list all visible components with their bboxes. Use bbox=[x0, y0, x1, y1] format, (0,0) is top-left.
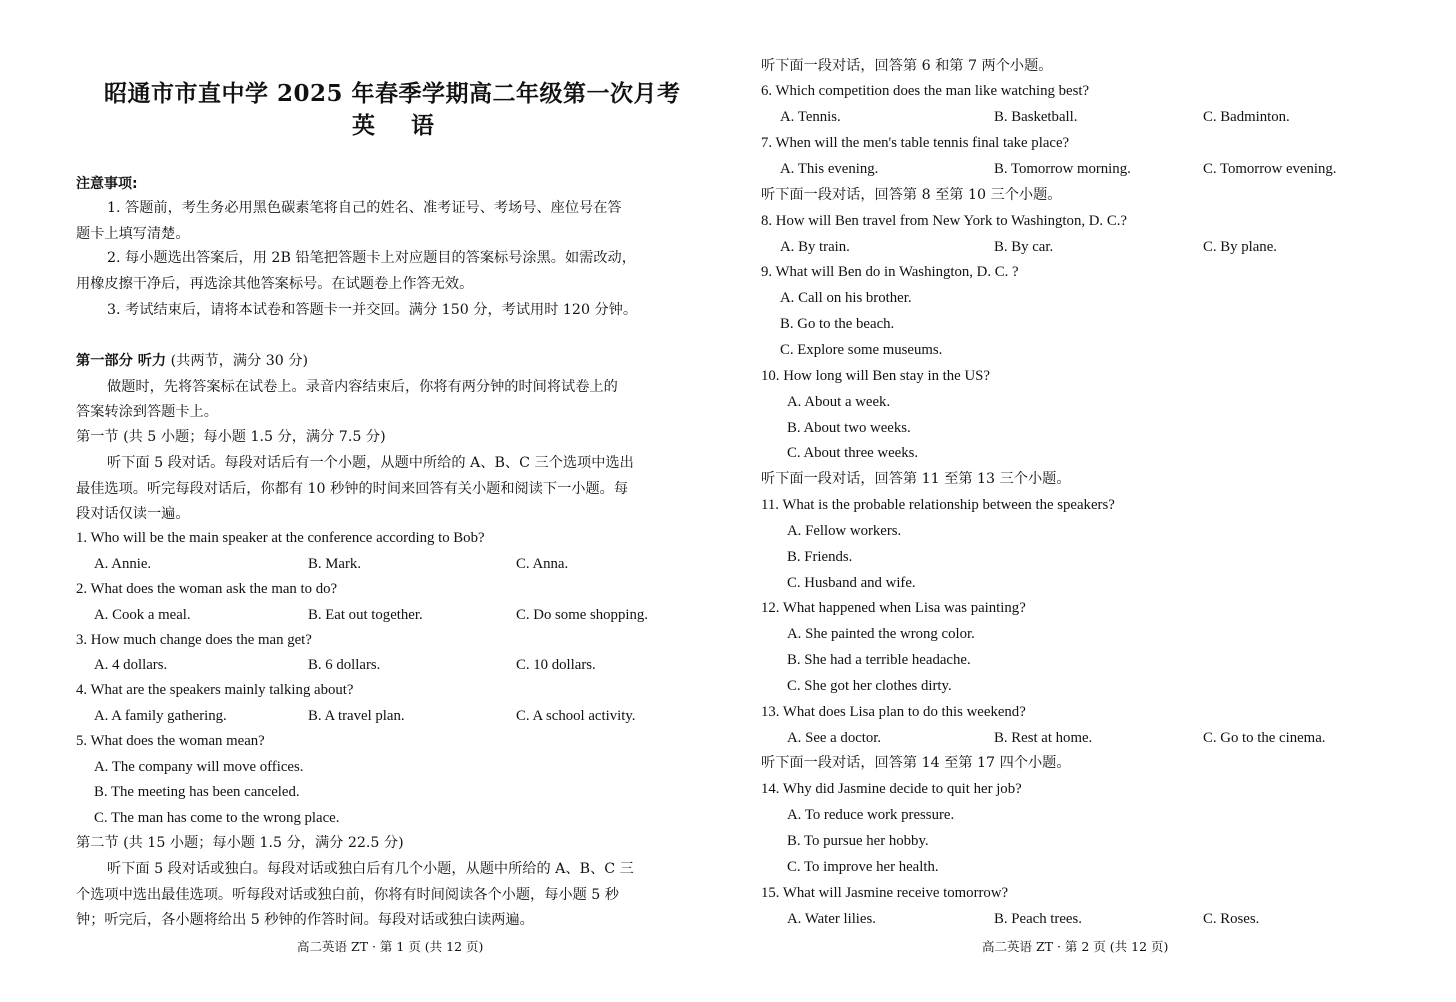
option-c: C. She got her clothes dirty. bbox=[787, 678, 952, 694]
option-c: C. Go to the cinema. bbox=[1203, 730, 1326, 746]
option-c: C. By plane. bbox=[1203, 239, 1277, 255]
group-instruction: 听下面一段对话，回答第 8 至第 10 三个小题。 bbox=[761, 187, 1062, 203]
question-14: 14. Why did Jasmine decide to quit her job? bbox=[761, 781, 1022, 797]
notice-line: 2. 每小题选出答案后，用 2B 铅笔把答题卡上对应题目的答案标号涂黑。如需改动， bbox=[107, 250, 636, 266]
question-3: 3. How much change does the man get? bbox=[76, 632, 312, 648]
option-c: C. Badminton. bbox=[1203, 109, 1290, 125]
notice-line: 3. 考试结束后，请将本试卷和答题卡一并交回。满分 150 分，考试用时 120 分钟。 bbox=[107, 302, 638, 318]
section2-instruction: 听下面 5 段对话或独白。每段对话或独白后有几个小题，从题中所给的 A、B、C 三 bbox=[107, 861, 634, 877]
subject-title: 英 语 bbox=[352, 112, 449, 139]
option-a: A. Water lilies. bbox=[787, 911, 876, 927]
option-b: B. Mark. bbox=[308, 556, 362, 572]
question-2: 2. What does the woman ask the man to do? bbox=[76, 581, 338, 597]
option-a: A. See a doctor. bbox=[787, 730, 882, 746]
option-a: A. She painted the wrong color. bbox=[787, 626, 975, 642]
option-c: C. About three weeks. bbox=[787, 445, 919, 461]
option-b: B. Eat out together. bbox=[308, 607, 423, 623]
option-a: A. To reduce work pressure. bbox=[787, 807, 955, 823]
option-a: A. A family gathering. bbox=[94, 708, 227, 724]
option-c: C. A school activity. bbox=[516, 708, 636, 724]
part1-heading-note: (共两节，满分 30 分) bbox=[170, 353, 309, 369]
option-c: C. Do some shopping. bbox=[516, 607, 648, 623]
option-b: B. Friends. bbox=[787, 549, 853, 565]
option-a: A. The company will move offices. bbox=[94, 759, 304, 775]
section1-heading: 第一节 (共 5 小题；每小题 1.5 分，满分 7.5 分) bbox=[76, 429, 386, 445]
group-instruction: 听下面一段对话，回答第 14 至第 17 四个小题。 bbox=[761, 755, 1071, 771]
notice-line: 用橡皮擦干净后，再选涂其他答案标号。在试题卷上作答无效。 bbox=[76, 276, 474, 292]
section2-instruction: 个选项中选出最佳选项。听每段对话或独白前，你将有时间阅读各个小题，每小题 5 秒 bbox=[76, 887, 619, 903]
part1-intro: 答案转涂到答题卡上。 bbox=[76, 404, 218, 420]
question-11: 11. What is the probable relationship between the speakers? bbox=[761, 497, 1115, 513]
option-b: B. About two weeks. bbox=[787, 420, 911, 436]
option-a: A. 4 dollars. bbox=[94, 657, 168, 673]
option-c: C. Husband and wife. bbox=[787, 575, 916, 591]
option-a: A. This evening. bbox=[780, 161, 879, 177]
notice-line: 题卡上填写清楚。 bbox=[76, 226, 190, 242]
section1-instruction: 听下面 5 段对话。每段对话后有一个小题，从题中所给的 A、B、C 三个选项中选出 bbox=[107, 455, 634, 471]
question-9: 9. What will Ben do in Washington, D. C. ? bbox=[761, 264, 1019, 280]
option-b: B. The meeting has been canceled. bbox=[94, 784, 300, 800]
option-b: B. Peach trees. bbox=[994, 911, 1082, 927]
option-b: B. She had a terrible headache. bbox=[787, 652, 971, 668]
option-b: B. Basketball. bbox=[994, 109, 1078, 125]
question-15: 15. What will Jasmine receive tomorrow? bbox=[761, 885, 1009, 901]
group-instruction: 听下面一段对话，回答第 6 和第 7 两个小题。 bbox=[761, 58, 1053, 74]
question-1: 1. Who will be the main speaker at the conference according to Bob? bbox=[76, 530, 485, 546]
section1-instruction: 段对话仅读一遍。 bbox=[76, 506, 190, 522]
section2-heading: 第二节 (共 15 小题；每小题 1.5 分，满分 22.5 分) bbox=[76, 835, 404, 851]
option-b: B. To pursue her hobby. bbox=[787, 833, 929, 849]
option-b: B. Go to the beach. bbox=[780, 316, 895, 332]
notice-heading: 注意事项: bbox=[76, 176, 138, 192]
question-7: 7. When will the men's table tennis final take place? bbox=[761, 135, 1070, 151]
option-b: B. Rest at home. bbox=[994, 730, 1093, 746]
part1-intro: 做题时，先将答案标在试卷上。录音内容结束后，你将有两分钟的时间将试卷上的 bbox=[107, 379, 618, 395]
page-footer: 高二英语 ZT · 第 1 页 (共 12 页) bbox=[297, 939, 484, 954]
option-a: A. Tennis. bbox=[780, 109, 841, 125]
option-a: A. Annie. bbox=[94, 556, 152, 572]
exam-title: 昭通市市直中学 2025 年春季学期高二年级第一次月考 bbox=[104, 80, 681, 107]
question-6: 6. Which competition does the man like watching best? bbox=[761, 83, 1090, 99]
section1-instruction: 最佳选项。听完每段对话后，你都有 10 秒钟的时间来回答有关小题和阅读下一小题。每 bbox=[76, 481, 629, 497]
notice-line: 1. 答题前，考生务必用黑色碳素笔将自己的姓名、准考证号、考场号、座位号在答 bbox=[107, 200, 622, 216]
part1-heading bbox=[76, 351, 308, 371]
option-c: C. The man has come to the wrong place. bbox=[94, 810, 340, 826]
option-a: A. By train. bbox=[780, 239, 850, 255]
question-8: 8. How will Ben travel from New York to Washington, D. C.? bbox=[761, 213, 1127, 229]
question-5: 5. What does the woman mean? bbox=[76, 733, 265, 749]
option-a: A. About a week. bbox=[787, 394, 891, 410]
option-b: B. A travel plan. bbox=[308, 708, 405, 724]
part1-heading-label: 第一部分 听力 bbox=[76, 353, 167, 369]
option-c: C. Roses. bbox=[1203, 911, 1260, 927]
option-a: A. Cook a meal. bbox=[94, 607, 191, 623]
option-c: C. Tomorrow evening. bbox=[1203, 161, 1337, 177]
question-4: 4. What are the speakers mainly talking about? bbox=[76, 682, 354, 698]
option-c: C. 10 dollars. bbox=[516, 657, 596, 673]
question-12: 12. What happened when Lisa was painting? bbox=[761, 600, 1026, 616]
question-10: 10. How long will Ben stay in the US? bbox=[761, 368, 990, 384]
group-instruction: 听下面一段对话，回答第 11 至第 13 三个小题。 bbox=[761, 471, 1071, 487]
page-footer: 高二英语 ZT · 第 2 页 (共 12 页) bbox=[982, 939, 1169, 954]
option-a: A. Call on his brother. bbox=[780, 290, 912, 306]
option-b: B. By car. bbox=[994, 239, 1054, 255]
option-c: C. Explore some museums. bbox=[780, 342, 943, 358]
option-b: B. Tomorrow morning. bbox=[994, 161, 1131, 177]
option-a: A. Fellow workers. bbox=[787, 523, 902, 539]
question-13: 13. What does Lisa plan to do this weekend? bbox=[761, 704, 1026, 720]
option-b: B. 6 dollars. bbox=[308, 657, 381, 673]
option-c: C. To improve her health. bbox=[787, 859, 939, 875]
section2-instruction: 钟；听完后，各小题将给出 5 秒钟的作答时间。每段对话或独白读两遍。 bbox=[76, 912, 534, 928]
option-c: C. Anna. bbox=[516, 556, 569, 572]
